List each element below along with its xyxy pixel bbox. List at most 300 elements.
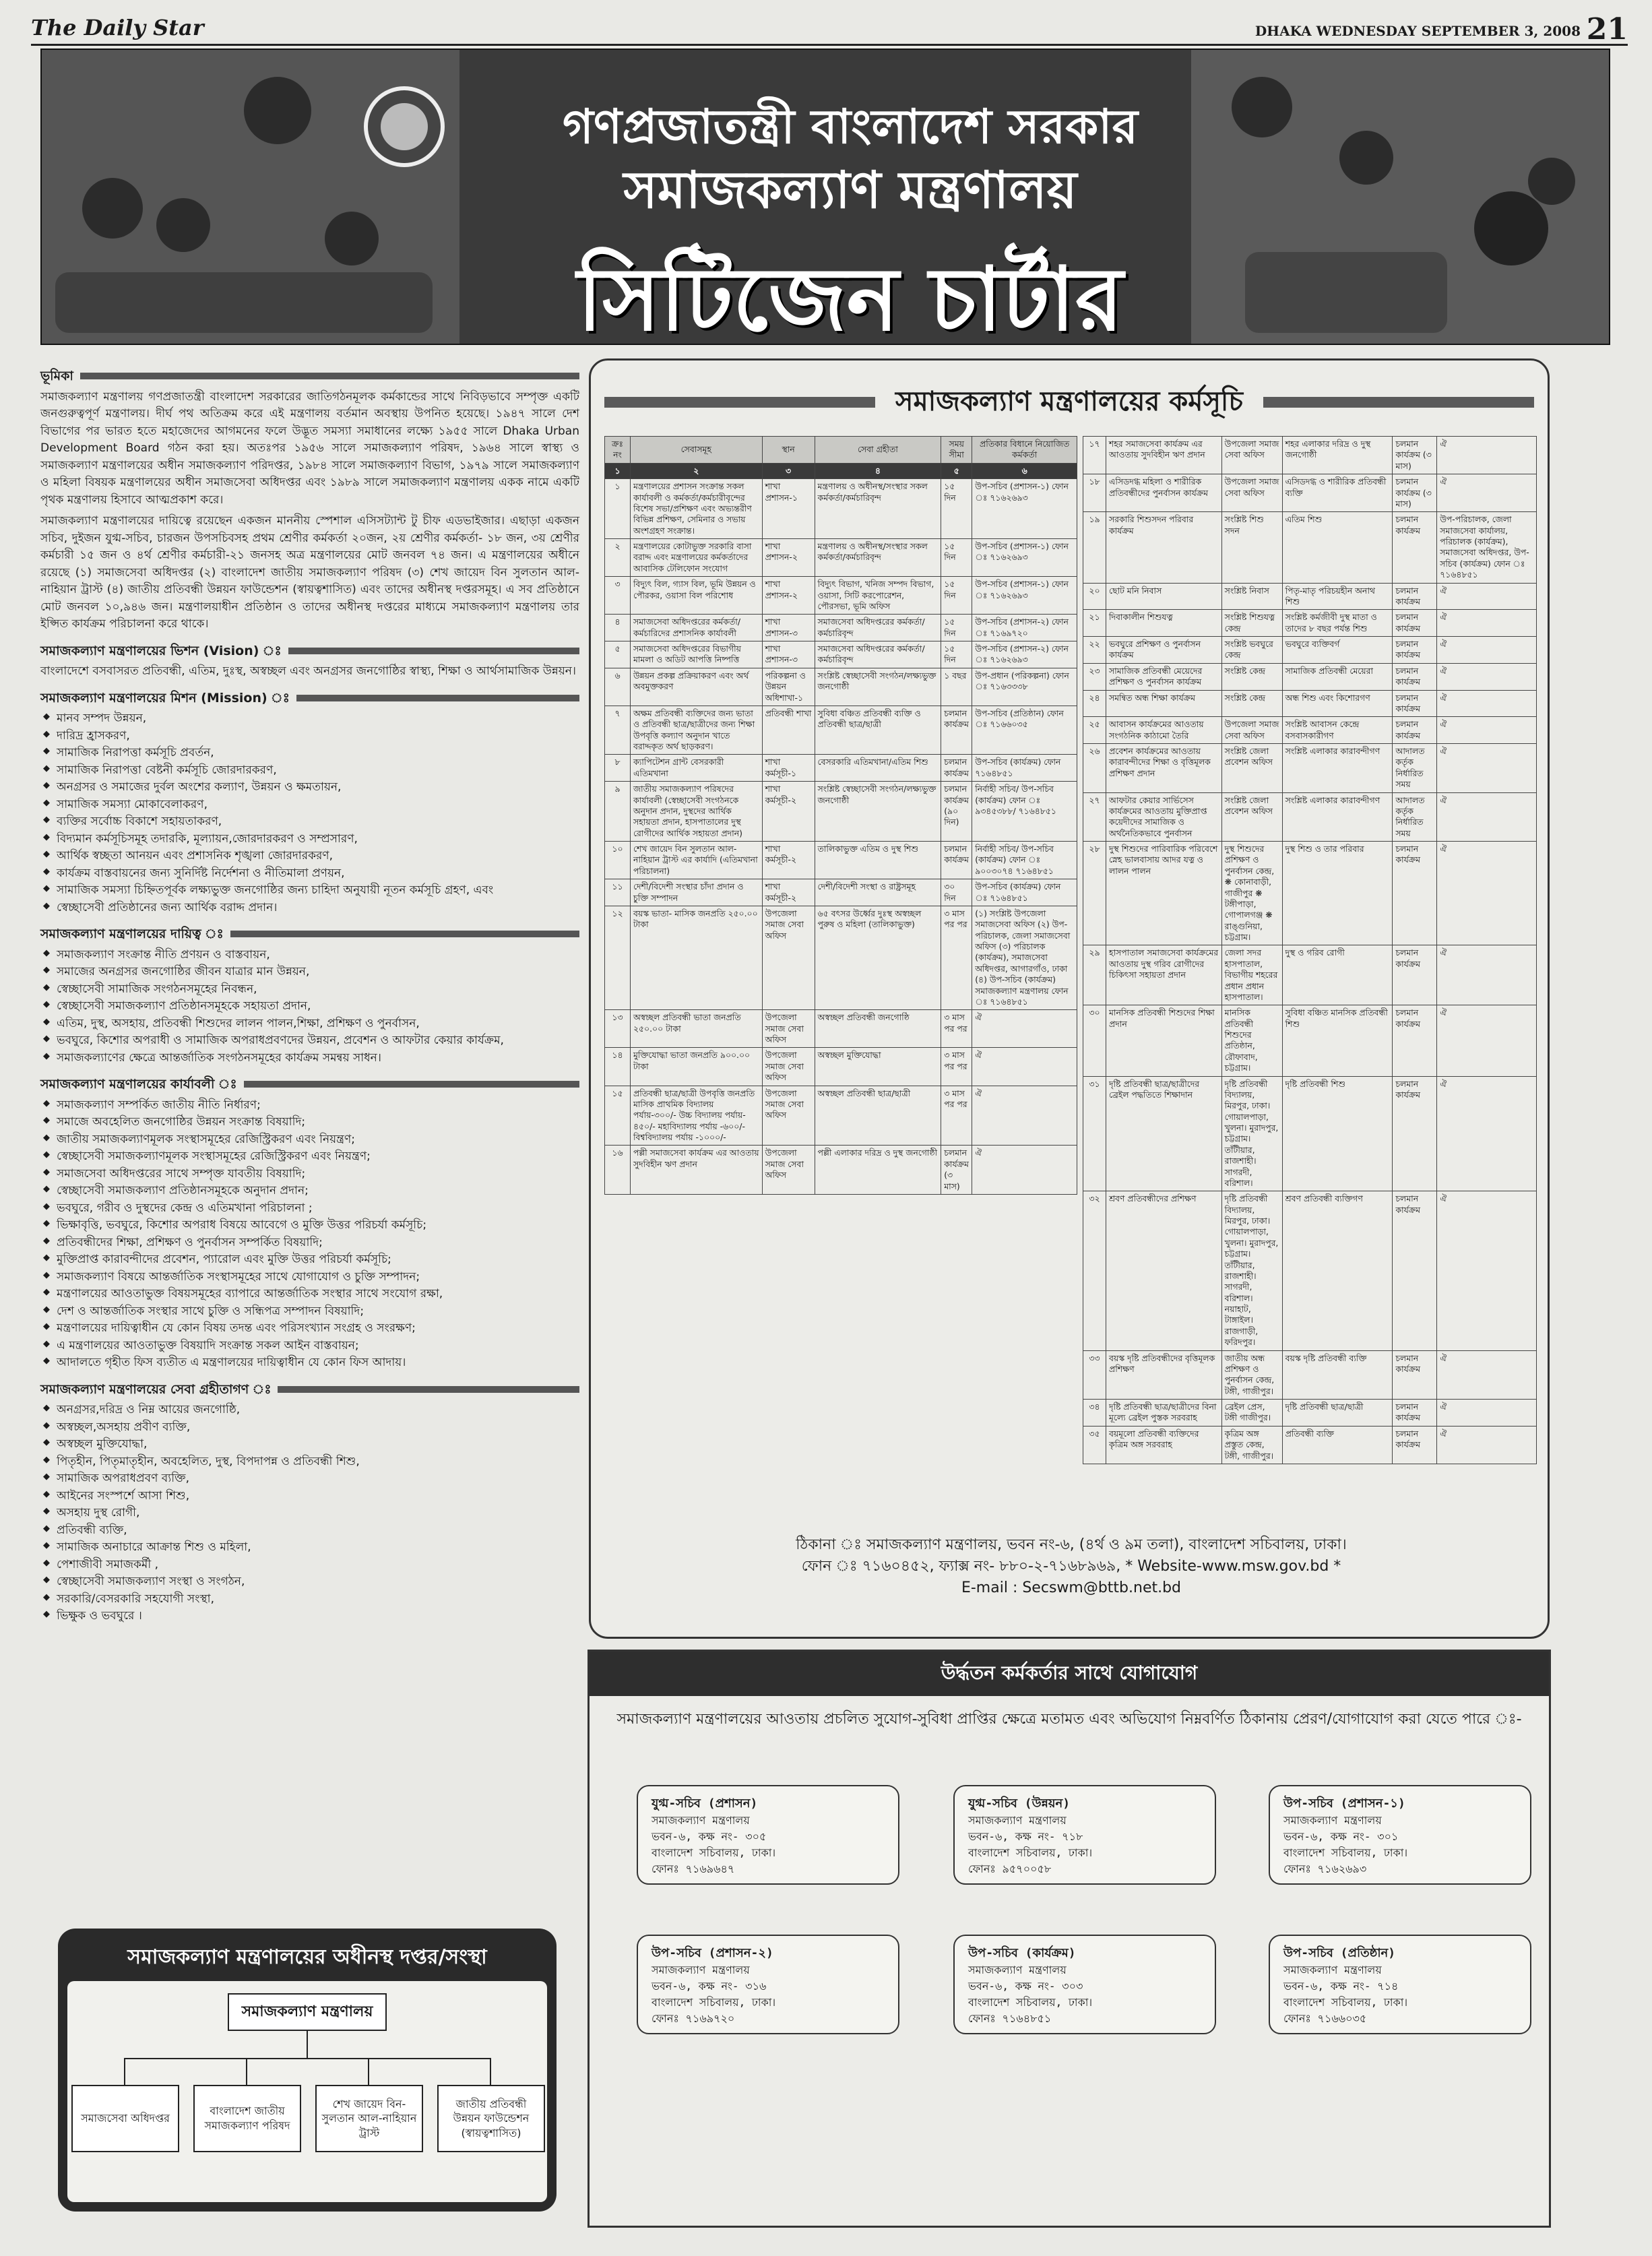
table-cell: মন্ত্রণালয় ও অধীনস্থ/সংস্থার সকল কর্মকর্তা/কর্মচারিবৃন্দ (815, 479, 941, 539)
list-item: ◆ সামাজিক সমস্যা চিহ্নিতপূর্বক লক্ষ্যভুক্ত জনগোষ্ঠির জন্য চাহিদা অনুযায়ী নূতন কর্মসূচি গ্রহণ, এবং (40, 882, 579, 900)
table-cell: ৪ (605, 615, 631, 641)
table-row (605, 755, 1077, 782)
table-cell: বিদ্যুৎ বিভাগ, খনিজ সম্পদ বিভাগ, ওয়াসা, সিটি করপোরেশন, পৌরসভা, ভূমি অফিস (815, 577, 941, 615)
org-child-box: বাংলাদেশ জাতীয় সমাজকল্যাণ পরিষদ (193, 2085, 301, 2152)
col-header: সেবা গ্রহীতা (815, 437, 941, 464)
contact-card-line: ফোনঃ ৭১৬৬০৩৫ (1283, 2012, 1367, 2025)
table-cell: উপজেলা সমাজ সেবা অফিস (1221, 717, 1282, 744)
table-cell: চলমান কার্যক্রম (941, 755, 972, 782)
table-cell: চলমান কার্যক্রম (1393, 512, 1437, 583)
table-cell: ২৪ (1083, 690, 1106, 717)
table-cell: ১৫ দিন (941, 615, 972, 641)
email-line: E-mail : Secswm@bttb.net.bd (961, 1579, 1182, 1596)
table-cell: ১৫ (605, 1086, 631, 1146)
contact-card-line: সমাজকল্যাণ মন্ত্রণালয় (968, 1814, 1067, 1827)
table-cell: অন্ধ শিশু এবং কিশোরগণ (1282, 690, 1393, 717)
table-row (1083, 792, 1537, 842)
table-cell: ঐ (1437, 945, 1537, 1005)
table-row (1083, 1076, 1537, 1191)
table-cell: জাতীয় সমাজকল্যাণ পরিষদের কার্যাবলী (স্বেচ্ছাসেবী সংগঠনকে অনুদান প্রদান, দুস্থদের আর্থিক সহায়তা প্রদান, হাসপাতালের দুস্থ রোগীদের আর্থিক সহায়তা প্রদান) (630, 782, 762, 842)
table-cell: চলমান কার্যক্রম (1393, 945, 1437, 1005)
address-line: ঠিকানা ঃ সমাজকল্যাণ মন্ত্রণালয়, ভবন নং-৬, (৪র্থ ও ৯ম তলা), বাংলাদেশ সচিবালয়, ঢাকা। (796, 1536, 1347, 1553)
list-item: ◆ ভিক্ষুক ও ভবঘুরে । (40, 1608, 579, 1625)
table-cell: পল্লী সমাজসেবা কার্যক্রম এর আওতায় সুদবিহীন ঋণ প্রদান (630, 1146, 762, 1195)
table-cell: ৩ মাস পর পর (941, 1086, 972, 1146)
table-row (605, 906, 1077, 1009)
table-cell: তালিকাভুক্ত এতিম ও দুস্থ শিশু (815, 842, 941, 879)
col-header: প্রতিকার বিধানে নিয়োজিত কর্মকর্তা (972, 437, 1077, 464)
table-cell: ঐ (972, 1086, 1077, 1146)
table-row (605, 842, 1077, 879)
contact-card-title: যুগ্ম-সচিব (প্রশাসন) (652, 1796, 758, 1811)
table-cell: হাসপাতাল সমাজসেবা কার্যক্রমের আওতায় দুস্থ গরিব রোগীদের চিকিৎসা সহায়তা প্রদান (1106, 945, 1221, 1005)
contact-card-line: বাংলাদেশ সচিবালয়, ঢাকা। (968, 1846, 1093, 1859)
table-cell: উপ-প্রধান (পরিকল্পনা) ফোন ঃ ৭১৬৩৩৩৮ (972, 668, 1077, 706)
contact-card (953, 1785, 1216, 1885)
table-row (605, 1010, 1077, 1048)
table-cell: সামাজিক প্রতিবন্ধী মেয়েদের প্রশিক্ষণ ও পুনর্বাসন কার্যক্রম (1106, 663, 1221, 690)
table-cell: শাখা প্রশাসন-৩ (762, 615, 815, 641)
table-cell: চলমান কার্যক্রম (1393, 1400, 1437, 1427)
phone-line: ফোন ঃ ৭১৬০৪৫২, ফ্যাক্স নং- ৮৮০-২-৭১৬৮৯৬৯, * Website-www.msw.gov.bd * (801, 1557, 1341, 1575)
list-item: ◆ সমাজকল্যাণের ক্ষেত্রে আন্তর্জাতিক সংগঠনসমূহের কার্যক্রম সমন্বয় সাধন। (40, 1050, 579, 1067)
table-cell: ১ (605, 479, 631, 539)
list-item: ◆ বিদ্যমান কর্মসূচিসমূহ তদারকি, মূল্যায়ন,জোরদারকরণ ও সম্প্রসারণ, (40, 831, 579, 848)
table-cell: সামাজিক প্রতিবন্ধী মেয়েরা (1282, 663, 1393, 690)
list-item: ◆ অনগ্রসর,দরিদ্র ও নিম্ন আয়ের জনগোষ্ঠি, (40, 1402, 579, 1419)
table-cell: মন্ত্রণালয়ের প্রশাসন সংক্রান্ত সকল কার্যাবলী ও কর্মকর্তা/কর্মচারীবৃন্দের বিশেষ সভা/প্রশিক্ষণ এবং অভ্যন্তরীণ বিভিন্ন প্রশিক্ষণ, সেমিনার ও সভায় অংশগ্রহণ সংক্রান্ত। (630, 479, 762, 539)
table-cell: ১ বছর (941, 668, 972, 706)
table-cell: পরিকল্পনা ও উন্নয়ন অধিশাখা-১ (762, 668, 815, 706)
table-cell: ২৯ (1083, 945, 1106, 1005)
intro-paragraph: সমাজকল্যাণ মন্ত্রণালয় গণপ্রজাতন্ত্রী বাংলাদেশ সরকারের জাতিগঠনমূলক কর্মকান্ডের সাথে নিবিড়ভাবে সম্পৃক্ত একটি জনগুরুত্বপূর্ণ মন্ত্রণালয়। দীর্ঘ পথ অতিক্রম করে এই মন্ত্রণালয় বর্তমান অবস্থায় উপনিত হয়েছে। ১৯৪৭ সালে দেশ বিভাগের পর ভারত হতে মহাজেদের আগমনের ফলে উদ্ভূত সমস্যা সমাধানের লক্ষ্যে ১৯৫৫ সালে Dhaka Urban Development Board গঠন করা হয়। অতঃপর ১৯৫৬ সালে সমাজকল্যাণ পরিষদ, ১৯৬৪ সালে স্বাস্থ্য ও সমাজকল্যাণ মন্ত্রণালয়ের অধীন সমাজকল্যাণ পরিদপ্তর, ১৯৮৪ সালে সমাজকল্যাণ বিভাগ, ১৯৭৯ সালে সমাজকল্যাণ ও মহিলা বিষয়ক মন্ত্রণালয়ের অধীন সমাজসেবা অধিদপ্তর এবং ১৯৮৯ সালে সমাজকল্যাণ মন্ত্রণালয় একক নামে একটি পৃথক মন্ত্রণালয় হিসাবে আত্মপ্রকাশ করে। (40, 389, 579, 507)
table-cell: অস্বচ্ছল মুক্তিযোদ্ধা (815, 1048, 941, 1086)
activities-list (40, 1097, 579, 1372)
list-item: ◆ সমাজসেবা অধিদপ্তরের সাথে সম্পৃক্ত যাবতীয় বিষয়াদি; (40, 1166, 579, 1183)
contact-card-line: সমাজকল্যাণ মন্ত্রণালয় (652, 1964, 750, 1976)
table-cell: শেখ জায়েদ বিন সুলতান আল-নাহিয়ান ট্রাস্ট এর কার্যাদি (এতিমখানা পরিচালনা) (630, 842, 762, 879)
list-item: ◆ দেশ ও আন্তর্জাতিক সংস্থার সাথে চুক্তি ও সন্ধিপত্র সম্পাদন বিষয়াদি; (40, 1303, 579, 1321)
contact-card-title: উপ-সচিব (প্রশাসন-২) (652, 1946, 773, 1960)
left-column (40, 358, 579, 1625)
table-row (605, 641, 1077, 668)
table-cell: ১৫ দিন (941, 577, 972, 615)
col-header: সময় সীমা (941, 437, 972, 464)
table-cell: ৩ মাস পর পর (941, 906, 972, 1009)
table-cell: উপ-সচিব (প্রশাসন-২) ফোন ঃ ৭১৬২৬৯৩ (972, 641, 1077, 668)
recipients-list (40, 1402, 579, 1625)
table-cell: ৩০ (1083, 1005, 1106, 1076)
col-header: ক্রঃ নং (605, 437, 631, 464)
table-cell: ১৬ (605, 1146, 631, 1195)
table-cell: উপ-সচিব (প্রতিষ্ঠান) ফোন ঃ ৭১৬৬০৩৫ (972, 706, 1077, 755)
table-cell: অক্ষম প্রতিবন্ধী ব্যক্তিদের জন্য ভাতা ও প্রতিবন্ধী ছাত্র/ছাত্রীদের জন্য শিক্ষা উপবৃত্তি কল্যাণ অনুদান খাতে বরাদ্দকৃত অর্থ ছাড়করণ। (630, 706, 762, 755)
list-item: ◆ ভবঘুরে, গরীব ও দুস্থদের কেন্দ্র ও এতিমখানা পরিচালনা ; (40, 1200, 579, 1218)
table-cell: ১১ (605, 879, 631, 906)
list-item: ◆ মুক্তিপ্রাপ্ত কারাবন্দীদের প্রবেশন, প্যারোল এবং মুক্তি উত্তর পরিচর্যা কর্মসূচি; (40, 1251, 579, 1269)
table-cell: ঐ (1437, 474, 1537, 512)
table-row (1083, 583, 1537, 610)
table-cell: ঐ (1437, 1005, 1537, 1076)
table-cell: শ্রবণ প্রতিবন্ধীদের প্রশিক্ষণ (1106, 1191, 1221, 1350)
table-cell: সংশ্লিষ্ট আবাসন কেন্দ্রে বসবাসকারীগণ (1282, 717, 1393, 744)
contact-card-line: ফোনঃ ৯৫৭০০৫৮ (968, 1862, 1052, 1875)
list-item: ◆ স্বেচ্ছাসেবী সমাজকল্যাণ প্রতিষ্ঠানসমূহকে অনুদান প্রদান; (40, 1183, 579, 1200)
duty-list (40, 947, 579, 1067)
table-cell: উপ-সচিব (প্রশাসন-১) ফোন ঃ ৭১৬২৬৯৩ (972, 539, 1077, 577)
table-cell: দুস্থ ও গরিব রোগী (1282, 945, 1393, 1005)
table-cell: দেশী/বিদেশী সংস্থা ও রাষ্ট্রসমূহ (815, 879, 941, 906)
table-cell: সংশ্লিষ্ট এলাকার কারাবন্দীগণ (1282, 792, 1393, 842)
table-cell: ১৭ (1083, 437, 1106, 474)
contact-card-line: সমাজকল্যাণ মন্ত্রণালয় (1283, 1814, 1382, 1827)
table-cell: সংশ্লিষ্ট কর্মজীবী দুস্থ মাতা ও তাদের ৮ বছর পর্যন্ত শিশু (1282, 610, 1393, 637)
table-cell: চলমান কার্যক্রম (1393, 690, 1437, 717)
table-cell: (১) সংশ্লিষ্ট উপজেলা সমাজসেবা অফিস (২) উপ-পরিচালক, জেলা সমাজসেবা অফিস (৩) পরিচালক (কার্যক্রম), সমাজসেবা অধিদপ্তর, আগারগাঁও, ঢাকা (৪) উপ-সচিব (কার্যক্রম) সমাজকল্যাণ মন্ত্রণালয় ফোন ঃ ৭১৬৪৮৫১ (972, 906, 1077, 1009)
vision-text: বাংলাদেশে বসবাসরত প্রতিবন্ধী, এতিম, দুঃস্থ, অস্বচ্ছল এবং অনগ্রসর জনগোষ্ঠির স্বাস্থ্য, শিক্ষা ও আর্থসামাজিক উন্নয়ন। (40, 664, 576, 678)
table-cell: ২৬ (1083, 744, 1106, 793)
table-cell: সমাজসেবা অধিদপ্তরের কর্মকর্তা/কর্মচারিবৃন্দ (815, 641, 941, 668)
list-item: ◆ স্বেচ্ছাসেবী সমাজকল্যাণ প্রতিষ্ঠানসমূহকে সহায়তা প্রদান, (40, 998, 579, 1015)
list-item: ◆ ভবঘুরে, কিশোর অপরাধী ও সামাজিক অপরাধপ্রবণদের উন্নয়ন, প্রবেশন ও আফটার কেয়ার কার্যক্রম, (40, 1032, 579, 1050)
table-cell: মন্ত্রণালয়ের কোটাভুক্ত সরকারি বাসা বরাদ্দ এবং মন্ত্রণালয়ের কর্মকর্তাদের আবাসিক টেলিফোন সংযোগ (630, 539, 762, 577)
table-cell: ঐ (1437, 637, 1537, 664)
table-cell: শাখা কর্মসূচী-২ (762, 842, 815, 879)
col-header: সেবাসমূহ (630, 437, 762, 464)
table-cell: এতিম শিশু (1282, 512, 1393, 583)
list-item: ◆ প্রতিবন্ধীদের শিক্ষা, প্রশিক্ষণ ও পুনর্বাসন সম্পর্কিত বিষয়াদি; (40, 1234, 579, 1252)
table-cell: সংশ্লিষ্ট কেন্দ্র (1221, 663, 1282, 690)
table-cell: ৭ (605, 706, 631, 755)
table-cell: ১২ (605, 906, 631, 1009)
ministry-title: সমাজকল্যাণ মন্ত্রণালয় (623, 160, 1077, 220)
table-cell: শহর সমাজসেবা কার্যক্রম এর আওতায় সুদবিহীন ঋণ প্রদান (1106, 437, 1221, 474)
table-row (1083, 744, 1537, 793)
table-cell: উপ-পরিচালক, জেলা সমাজসেবা কার্যালয়, পরিচালক (কার্যক্রম), সমাজসেবা অধিদপ্তর, উপ-সচিব (কার্যক্রম) ফোন ঃ ৭১৬৪৮৫১ (1437, 512, 1537, 583)
list-item: ◆ এতিম, দুস্থ, অসহায়, প্রতিবন্ধী শিশুদের লালন পালন,শিক্ষা, প্রশিক্ষণ ও পুনর্বাসন, (40, 1015, 579, 1033)
list-item: ◆ ভিক্ষাবৃত্তি, ভবঘুরে, কিশোর অপরাধ বিষয়ে আবেগে ও মুক্তি উত্তর পরিচর্যা কর্মসূচি; (40, 1217, 579, 1234)
table-row (1083, 1426, 1537, 1464)
table-cell: উপজেলা সমাজ সেবা অফিস (1221, 437, 1282, 474)
list-item: ◆ সামাজিক নিরাপত্তা বেষ্টনী কর্মসূচি জোরদারকরণ, (40, 762, 579, 780)
table-cell: সমাজসেবা অধিদপ্তরের কর্মকর্তা/কর্মচারিবৃন্দ (815, 615, 941, 641)
table-cell: নির্বাহী সচিব/ উপ-সচিব (কার্যক্রম) ফোন ঃ ৯৩৪৫৩৮৮/ ৭১৬৪৮৫১ (972, 782, 1077, 842)
table-cell: ৬ (605, 668, 631, 706)
dateline: DHAKA WEDNESDAY SEPTEMBER 3, 2008 (1254, 23, 1581, 39)
list-item: ◆ সরকারি/বেসরকারি সহযোগী সংস্থা, (40, 1591, 579, 1608)
table-cell: ঐ (1437, 610, 1537, 637)
org-child-box: জাতীয় প্রতিবন্ধী উন্নয়ন ফাউন্ডেশন (স্বায়ত্বশাসিত) (437, 2085, 545, 2152)
table-cell: ঐ (972, 1146, 1077, 1195)
list-item: ◆ অনগ্রসর ও সমাজের দুর্বল অংশের কল্যাণ, উন্নয়ন ও ক্ষমতায়ন, (40, 779, 579, 796)
table-cell: সুবিধা বঞ্চিত প্রতিবন্ধী ব্যক্তি ও প্রতিবন্ধী ছাত্র/ছাত্রী (815, 706, 941, 755)
table-row (605, 879, 1077, 906)
table-cell: আদালত কর্তৃক নির্ধারিত সময় (1393, 744, 1437, 793)
table-cell: সংশ্লিষ্ট শিশুযত্ন কেন্দ্র (1221, 610, 1282, 637)
contact-card-line: ফোনঃ ৭১৬৯৭২০ (652, 2012, 735, 2025)
table-cell: ঐ (1437, 1400, 1537, 1427)
table-cell: পল্লী এলাকার দরিদ্র ও দুস্থ জনগোষ্ঠী (815, 1146, 941, 1195)
table-cell: ২ (605, 539, 631, 577)
table-cell: ঐ (1437, 744, 1537, 793)
list-item: ◆ স্বেচ্ছাসেবী সামাজিক সংগঠনসমূহের নিবন্ধন, (40, 981, 579, 999)
ministry-contact (591, 1534, 1552, 1599)
table-cell: সংশ্লিষ্ট স্বেচ্ছাসেবী সংগঠন/লক্ষ্যভুক্ত জনগোষ্ঠী (815, 782, 941, 842)
table-cell: কৃত্রিম অঙ্গ প্রস্তুত কেন্দ্র, টঙ্গী, গাজীপুর। (1221, 1426, 1282, 1464)
org-chart-title: সমাজকল্যাণ মন্ত্রণালয়ের অধীনস্থ দপ্তর/সংস্থা (127, 1945, 487, 1969)
table-cell: উপ-সচিব (প্রশাসন-১) ফোন ঃ ৭১৬২৬৯৩ (972, 577, 1077, 615)
table-cell: দৃষ্টি প্রতিবন্ধী বিদ্যালয়, মিরপুর, ঢাকা। গোয়ালপাড়া, খুলনা। মুরাদপুর, চট্টগ্রাম। তাঁটীয়ার, রাজশাহী। সাগরদী, বরিশাল। নয়াহাট, টাঙ্গাইল। রাজগাড়ী, ফরিদপুর। (1221, 1191, 1282, 1350)
program-table-left: ক্রঃ নং সেবাসমূহ স্থান সেবা গ্রহীতা সময় সীমা প্রতিকার বিধানে নিয়োজিত কর্মকর্তা ১ ২ ৩ ৪ ৫ ৬ ১ মন্ত্রণালয়ের প্রশাসন সংক্রান্ত সকল কার্যাবলী ও কর্মকর্তা/কর্মচারীবৃন্দের বিশেষ সভা/প্রশিক্ষণ এবং অভ্যন্তরীণ বিভিন্ন প্রশিক্ষণ, সেমিনার ও সভায় অংশগ্রহণ সংক্রান্ত। শাখা প্রশাসন-১ মন্ত্রণালয় ও অধীনস্থ/সংস্থার সকল কর্মকর্তা/কর্মচারিবৃন্দ ১৫ দিন উপ-সচিব (প্রশাসন-১) ফোন ঃ ৭১৬২৬৯৩ ২ মন্ত্রণালয়ের কোটাভুক্ত সরকারি বাসা বরাদ্দ এবং মন্ত্রণালয়ের কর্মকর্তাদের আবাসিক টেলিফোন সংযোগ শাখা প্রশাসন-২ মন্ত্রণালয় ও অধীনস্থ/সংস্থার সকল কর্মকর্তা/কর্মচারিবৃন্দ ১৫ দিন উপ-সচিব (প্রশাসন-১) ফোন ঃ ৭১৬২৬৯৩ ৩ বিদ্যুৎ বিল, গ্যাস বিল, ভূমি উন্নয়ন ও পৌরকর, ওয়াসা বিল পরিশোধ শাখা প্রশাসন-২ বিদ্যুৎ বিভাগ, খনিজ সম্পদ বিভাগ, ওয়াসা, সিটি করপোরেশন, পৌরসভা, ভূমি অফিস ১৫ দিন উপ-সচিব (প্রশাসন-১) ফোন ঃ ৭১৬২৬৯৩ ৪ সমাজসেবা অধিদপ্তরের কর্মকর্তা/কর্মচারিদের প্রশাসনিক কার্যাবলী শাখা প্রশাসন-৩ সমাজসেবা অধিদপ্তরের কর্মকর্তা/কর্মচারিবৃন্দ ১৫ দিন উপ-সচিব (প্রশাসন-২) ফোন ঃ ৭১৬৯৭২০ ৫ সমাজসেবা অধিদপ্তরের বিভাগীয় মামলা ও অডিট আপত্তি নিষ্পত্তি শাখা প্রশাসন-৩ সমাজসেবা অধিদপ্তরের কর্মকর্তা/কর্মচারিবৃন্দ ১৫ দিন উপ-সচিব (প্রশাসন-২) ফোন ঃ ৭১৬২৬৯৩ ৬ উন্নয়ন প্রকল্প প্রক্রিয়াকরণ এবং অর্থ অবমুক্তকরণ পরিকল্পনা ও উন্নয়ন অধিশাখা-১ সংশ্লিষ্ট স্বেচ্ছাসেবী সংগঠন/লক্ষ্যভুক্ত জনগোষ্ঠী ১ বছর উপ-প্রধান (পরিকল্পনা) ফোন ঃ ৭১৬৩৩৩৮ ৭ অক্ষম প্রতিবন্ধী ব্যক্তিদের জন্য ভাতা ও প্রতিবন্ধী ছাত্র/ছাত্রীদের জন্য শিক্ষা উপবৃত্তি কল্যাণ অনুদান খাতে বরাদ্দকৃত অর্থ ছাড়করণ। প্রতিবন্ধী শাখা সুবিধা বঞ্চিত প্রতিবন্ধী ব্যক্তি ও প্রতিবন্ধী ছাত্র/ছাত্রী চলমান কার্যক্রম উপ-সচিব (প্রতিষ্ঠান) ফোন ঃ ৭১৬৬০৩৫ ৮ ক্যাপিটেশন গ্রান্ট বেসরকারী এতিমখানা শাখা কর্মসূচী-১ বেসরকারি এতিমখানা/এতিম শিশু চলমান কার্যক্রম উপ-সচিব (কার্যক্রম) ফোন ৭১৬৪৮৫১ ৯ জাতীয় সমাজকল্যাণ পরিষদের কার্যাবলী (স্বেচ্ছাসেবী সংগঠনকে অনুদান প্রদান, দুস্থদের আর্থিক সহায়তা প্রদান, হাসপাতালের দুস্থ রোগীদের আর্থিক সহায়তা প্রদান) শাখা কর্মসূচী-২ সংশ্লিষ্ট স্বেচ্ছাসেবী সংগঠন/লক্ষ্যভুক্ত জনগোষ্ঠী চলমান কার্যক্রম (৯০ দিন) নির্বাহী সচিব/ উপ-সচিব (কার্যক্রম) ফোন ঃ ৯৩৪৫৩৮৮/ ৭১৬৪৮৫১ ১০ শেখ জায়েদ বিন সুলতান আল-নাহিয়ান ট্রাস্ট এর কার্যাদি (এতিমখানা পরিচালনা) শাখা কর্মসূচী-২ তালিকাভুক্ত এতিম ও দুস্থ শিশু চলমান কার্যক্রম নির্বাহী সচিব/ উপ-সচিব (কার্যক্রম) ফোন ঃ ৯০০৩০৭৪ ৭১৬৪৮৫১ ১১ দেশী/বিদেশী সংস্থার চাঁদা প্রদান ও চুক্তি সম্পাদন শাখা কর্মসূচী-২ দেশী/বিদেশী সংস্থা ও রাষ্ট্রসমূহ ৩০ দিন উপ-সচিব (কার্যক্রম) ফোন ঃ ৭১৬৪৮৫১ ১২ বয়স্ক ভাতা- মাসিক জনপ্রতি ২৫০.০০ টাকা উপজেলা সমাজ সেবা অফিস ৬৫ বৎসর উর্ধ্বের দুঃস্থ অস্বচ্ছল পুরুষ ও মহিলা (তালিকাভুক্ত) ৩ মাস পর পর (১) সংশ্লিষ্ট উপজেলা সমাজসেবা অফিস (২) উপ-পরিচালক, জেলা সমাজসেবা অফিস (৩) পরিচালক (কার্যক্রম), সমাজসেবা অধিদপ্তর, আগারগাঁও, ঢাকা (৪) উপ-সচিব (কার্যক্রম) সমাজকল্যাণ মন্ত্রণালয় ফোন ঃ ৭১৬৪৮৫১ ১৩ অস্বচ্ছল প্রতিবন্ধী ভাতা জনপ্রতি ২৫০.০০ টাকা উপজেলা সমাজ সেবা অফিস অস্বচ্ছল প্রতিবন্ধী জনগোষ্ঠি ৩ মাস পর পর ঐ ১৪ মুক্তিযোদ্ধা ভাতা জনপ্রতি ৯০০.০০ টাকা উপজেলা সমাজ সেবা অফিস অস্বচ্ছল মুক্তিযোদ্ধা ৩ মাস পর পর ঐ ১৫ প্রতিবন্ধী ছাত্র/ছাত্রী উপবৃত্তি জনপ্রতি মাসিক প্রাথমিক বিদ্যালয় পর্যায়-৩০০/- উচ্চ বিদ্যালয় পর্যায়- ৪৫০/- মহাবিদ্যালয় পর্যায় -৬০০/- বিশ্ববিদ্যালয় পর্যায় -১০০০/- উপজেলা সমাজ সেবা অফিস অস্বচ্ছল প্রতিবন্ধী ছাত্র/ছাত্রী ৩ মাস পর পর ঐ ১৬ পল্লী সমাজসেবা কার্যক্রম এর আওতায় সুদবিহীন ঋণ প্রদান উপজেলা সমাজ সেবা অফিস পল্লী এলাকার দরিদ্র ও দুস্থ জনগোষ্ঠী চলমান কার্যক্রম (৩ মাস) ঐ (604, 436, 1077, 1195)
communication-intro: সমাজকল্যাণ মন্ত্রণালয়ের আওতায় প্রচলিত সুযোগ-সুবিধা প্রাপ্তির ক্ষেত্রে মতামত এবং অভিযোগ নিম্নবর্ণিত ঠিকানায় প্রেরণ/যোগাযোগ করা যেতে পারে ঃ- (616, 1711, 1522, 1728)
table-cell: শাখা কর্মসূচী-২ (762, 879, 815, 906)
table-cell: উপ-সচিব (কার্যক্রম) ফোন ঃ ৭১৬৪৮৫১ (972, 879, 1077, 906)
table-cell: মন্ত্রণালয় ও অধীনস্থ/সংস্থার সকল কর্মকর্তা/কর্মচারিবৃন্দ (815, 539, 941, 577)
table-cell: ঐ (1437, 1426, 1537, 1464)
table-cell: দুস্থ শিশু ও তার পরিবার (1282, 842, 1393, 945)
contact-card (637, 1785, 899, 1885)
table-cell: দিবাকালীন শিশুযত্ন (1106, 610, 1221, 637)
table-cell: ২৮ (1083, 842, 1106, 945)
mission-heading: সমাজকল্যাণ মন্ত্রণালয়ের মিশন (Mission) ঃ (40, 689, 579, 708)
table-cell: এসিডদগ্ধ মহিলা ও শারীরিক প্রতিবন্ধীদের পুনর্বাসন কার্যক্রম (1106, 474, 1221, 512)
table-cell: এসিডদগ্ধ ও শারীরিক প্রতিবন্ধী ব্যক্তি (1282, 474, 1393, 512)
program-panel (589, 358, 1550, 1639)
table-cell: ১৩ (605, 1010, 631, 1048)
contact-card-line: ফোনঃ ৭১৬২৬৯৩ (1283, 1862, 1367, 1875)
org-child-box: সমাজসেবা অধিদপ্তর (71, 2085, 179, 2152)
table-cell: ভবঘুরে প্রশিক্ষণ ও পুনর্বাসন কার্যক্রম (1106, 637, 1221, 664)
list-item: ◆ স্বেচ্ছাসেবী সমাজকল্যাণ সংস্থা ও সংগঠন, (40, 1573, 579, 1591)
col-header: স্থান (762, 437, 815, 464)
table-cell: ঐ (1437, 583, 1537, 610)
table-cell: উপ-সচিব (কার্যক্রম) ফোন ৭১৬৪৮৫১ (972, 755, 1077, 782)
table-cell: ৩৪ (1083, 1400, 1106, 1427)
table-cell: প্রতিবন্ধী ছাত্র/ছাত্রী উপবৃত্তি জনপ্রতি মাসিক প্রাথমিক বিদ্যালয় পর্যায়-৩০০/- উচ্চ বিদ্যালয় পর্যায়- ৪৫০/- মহাবিদ্যালয় পর্যায় -৬০০/- বিশ্ববিদ্যালয় পর্যায় -১০০০/- (630, 1086, 762, 1146)
table-cell: উপজেলা সমাজ সেবা অফিস (762, 1010, 815, 1048)
table-cell: ঐ (972, 1010, 1077, 1048)
table-cell: সমাজসেবা অধিদপ্তরের কর্মকর্তা/কর্মচারিদের প্রশাসনিক কার্যাবলী (630, 615, 762, 641)
communication-title: উর্দ্ধতন কর্মকর্তার সাথে যোগাযোগ (590, 1652, 1549, 1696)
list-item: ◆ ব্যক্তির সর্বোচ্চ বিকাশে সহায়তাকরণ, (40, 813, 579, 831)
list-item: ◆ সমাজকল্যাণ সংক্রান্ত নীতি প্রণয়ন ও বাস্তবায়ন, (40, 947, 579, 964)
contact-card-line: সমাজকল্যাণ মন্ত্রণালয় (968, 1964, 1067, 1976)
contact-card-line: বাংলাদেশ সচিবালয়, ঢাকা। (652, 1846, 776, 1859)
contact-card-line: বাংলাদেশ সচিবালয়, ঢাকা। (968, 1996, 1093, 2009)
contact-card-line: বাংলাদেশ সচিবালয়, ঢাকা। (652, 1996, 776, 2009)
list-item: ◆ পেশাজীবী সমাজকর্মী , (40, 1557, 579, 1574)
table-cell: আবাসন কার্যক্রমের আওতায় সংগঠনিক কাঠামো তৈরি (1106, 717, 1221, 744)
table-row (1083, 1350, 1537, 1400)
contact-card-line: বাংলাদেশ সচিবালয়, ঢাকা। (1283, 1996, 1408, 2009)
table-cell: সমন্বিত অন্ধ শিক্ষা কার্যক্রম (1106, 690, 1221, 717)
table-cell: সংশ্লিষ্ট জেলা প্রবেশন অফিস (1221, 744, 1282, 793)
contact-card-line: ভবন-৬, কক্ষ নং- ৩১৬ (652, 1980, 767, 1993)
org-chart (58, 1929, 557, 2212)
citizen-charter-title: সিটিজেন চার্টার (577, 248, 1124, 345)
table-cell: শাখা প্রশাসন-৩ (762, 641, 815, 668)
table-cell: বয়স্ক দৃষ্টি প্রতিবন্ধী ব্যক্তি (1282, 1350, 1393, 1400)
table-row (605, 1086, 1077, 1146)
table-cell: ঐ (1437, 842, 1537, 945)
contact-card-line: সমাজকল্যাণ মন্ত্রণালয় (652, 1814, 750, 1827)
contact-card-line: ভবন-৬, কক্ষ নং- ৭১৪ (1283, 1980, 1399, 1993)
table-row (1083, 1191, 1537, 1350)
list-item: ◆ স্বেচ্ছাসেবী প্রতিষ্ঠানের জন্য আর্থিক বরাদ্দ প্রদান। (40, 900, 579, 917)
list-item: ◆ মানব সম্পদ উন্নয়ন, (40, 710, 579, 728)
table-cell: সংশ্লিষ্ট স্বেচ্ছাসেবী সংগঠন/লক্ষ্যভুক্ত জনগোষ্ঠী (815, 668, 941, 706)
contact-card (1269, 1785, 1531, 1885)
table-cell: উপজেলা সমাজ সেবা অফিস (762, 1146, 815, 1195)
table-cell: ৩৫ (1083, 1426, 1106, 1464)
table-cell: দৃষ্টি প্রতিবন্ধী ছাত্র/ছাত্রী (1282, 1400, 1393, 1427)
table-cell: নির্বাহী সচিব/ উপ-সচিব (কার্যক্রম) ফোন ঃ ৯০০৩০৭৪ ৭১৬৪৮৫১ (972, 842, 1077, 879)
table-cell: চলমান কার্যক্রম (৩ মাস) (1393, 437, 1437, 474)
list-item: ◆ সমাজকল্যাণ বিষয়ে আন্তর্জাতিক সংস্থাসমূহের সাথে যোগাযোগ ও চুক্তি সম্পাদন; (40, 1269, 579, 1286)
activities-heading: সমাজকল্যাণ মন্ত্রণালয়ের কার্যাবলী ঃ (40, 1075, 579, 1094)
list-item: ◆ সামাজিক সমস্যা মোকাবেলাকরণ, (40, 796, 579, 814)
table-cell: ২১ (1083, 610, 1106, 637)
list-item: ◆ সামাজিক অপরাধপ্রবণ ব্যক্তি, (40, 1470, 579, 1488)
table-cell: মুক্তিযোদ্ধা ভাতা জনপ্রতি ৯০০.০০ টাকা (630, 1048, 762, 1086)
table-row (1083, 512, 1537, 583)
table-cell: সংশ্লিষ্ট ভবঘুরে কেন্দ্র (1221, 637, 1282, 664)
table-row (605, 615, 1077, 641)
table-cell: ছোট মনি নিবাস (1106, 583, 1221, 610)
table-cell: চলমান কার্যক্রম (1393, 1191, 1437, 1350)
table-cell: শাখা কর্মসূচী-২ (762, 782, 815, 842)
table-cell: সুবিধা বঞ্চিত মানসিক প্রতিবন্ধী শিশু (1282, 1005, 1393, 1076)
table-cell: ১৮ (1083, 474, 1106, 512)
table-cell: সংশ্লিষ্ট শিশু সদন (1221, 512, 1282, 583)
table-cell: বয়মূলো প্রতিবন্ধী ব্যক্তিদের কৃত্রিম অঙ্গ সরবরাহ (1106, 1426, 1221, 1464)
table-cell: দৃষ্টি প্রতিবন্ধী ছাত্র/ছাত্রীদের ব্রেইল পদ্ধতিতে শিক্ষাদান (1106, 1076, 1221, 1191)
table-cell: ৩ মাস পর পর (941, 1010, 972, 1048)
mission-list (40, 710, 579, 916)
list-item: ◆ সামাজিক নিরাপত্তা কর্মসূচি প্রবর্তন, (40, 745, 579, 762)
table-cell: অস্বচ্ছল প্রতিবন্ধী জনগোষ্ঠি (815, 1010, 941, 1048)
table-cell: ৫ (605, 641, 631, 668)
table-cell: চলমান কার্যক্রম (৯০ দিন) (941, 782, 972, 842)
recipients-heading: সমাজকল্যাণ মন্ত্রণালয়ের সেবা গ্রহীতাগণ ঃ (40, 1380, 579, 1400)
table-cell: শাখা কর্মসূচী-১ (762, 755, 815, 782)
table-cell: ২০ (1083, 583, 1106, 610)
list-item: ◆ জাতীয় সমাজকল্যাণমূলক সংস্থাসমূহের রেজিস্ট্রিকরণ এবং নিয়ন্ত্রণ; (40, 1131, 579, 1149)
table-cell: ৮ (605, 755, 631, 782)
contact-card-title: উপ-সচিব (প্রশাসন-১) (1283, 1796, 1405, 1811)
list-item: ◆ সমাজের অনগ্রসর জনগোষ্ঠির জীবন যাত্রার মান উন্নয়ন, (40, 964, 579, 981)
table-cell: চলমান কার্যক্রম (1393, 610, 1437, 637)
contact-card-line: ভবন-৬, কক্ষ নং- ৭১৮ (968, 1830, 1083, 1843)
table-cell: সংশ্লিষ্ট এলাকার কারাবন্দীগণ (1282, 744, 1393, 793)
table-cell: ঐ (1437, 1191, 1537, 1350)
table-cell: অস্বচ্ছল প্রতিবন্ধী ভাতা জনপ্রতি ২৫০.০০ টাকা (630, 1010, 762, 1048)
list-item: ◆ আদালতে গৃহীত ফিস ব্যতীত এ মন্ত্রণালয়ের দায়িত্বাধীন যে কোন ফিস আদায়। (40, 1354, 579, 1372)
table-cell: সমাজসেবা অধিদপ্তরের বিভাগীয় মামলা ও অডিট আপত্তি নিষ্পত্তি (630, 641, 762, 668)
list-item: ◆ এ মন্ত্রণালয়ের আওতাভুক্ত বিষয়াদি সংক্রান্ত সকল আইন বাস্তবায়ন; (40, 1338, 579, 1355)
table-cell: বয়স্ক দৃষ্টি প্রতিবন্ধীদের বৃত্তিমূলক প্রশিক্ষণ (1106, 1350, 1221, 1400)
table-cell: ভবঘুরে ব্যক্তিবর্গ (1282, 637, 1393, 664)
table-cell: ২২ (1083, 637, 1106, 664)
table-cell: প্রবেশন কার্যক্রমের আওতায় কারাবন্দীদের শিক্ষা ও বৃত্তিমূলক প্রশিক্ষণ প্রদান (1106, 744, 1221, 793)
table-cell: ১৪ (605, 1048, 631, 1086)
table-cell: ৩১ (1083, 1076, 1106, 1191)
table-row (1083, 842, 1537, 945)
communication-panel (587, 1650, 1551, 2228)
list-item: ◆ অসহায় দুস্থ রোগী, (40, 1505, 579, 1522)
table-cell: ঐ (1437, 792, 1537, 842)
table-cell: দৃষ্টি প্রতিবন্ধী ছাত্র/ছাত্রীদের বিনা মূল্যে ব্রেইল পুস্তক সরবরাহ (1106, 1400, 1221, 1427)
contact-card-line: ভবন-৬, কক্ষ নং- ৩০১ (1283, 1830, 1399, 1843)
table-cell: চলমান কার্যক্রম (৩ মাস) (941, 1146, 972, 1195)
list-item: ◆ প্রতিবন্ধী ব্যক্তি, (40, 1522, 579, 1540)
list-item: ◆ আর্থিক স্বচ্ছতা আনয়ন এবং প্রশাসনিক শৃঙ্খলা জোরদারকরণ, (40, 848, 579, 865)
table-cell: উন্নয়ন প্রকল্প প্রক্রিয়াকরণ এবং অর্থ অবমুক্তকরণ (630, 668, 762, 706)
table-cell: চলমান কার্যক্রম (941, 842, 972, 879)
list-item: ◆ আইনের সংস্পর্শে আসা শিশু, (40, 1488, 579, 1505)
table-cell: চলমান কার্যক্রম (941, 706, 972, 755)
table-cell: দৃষ্টি প্রতিবন্ধী বিদ্যালয়, মিরপুর, ঢাকা। গোয়ালপাড়া, খুলনা। মুরাদপুর, চট্টগ্রাম। তাঁটীয়ার, রাজশাহী। সাগরদী, বরিশাল। (1221, 1076, 1282, 1191)
table-cell: পিতৃ-মাতৃ পরিচয়হীন অনাথ শিশু (1282, 583, 1393, 610)
table-row (1083, 690, 1537, 717)
page-number: 21 (1586, 12, 1628, 46)
table-row (605, 782, 1077, 842)
program-table-right (1083, 436, 1537, 1464)
program-title: সমাজকল্যাণ মন্ত্রণালয়ের কর্মসূচি (604, 385, 1534, 420)
table-cell: চলমান কার্যক্রম (৩ মাস) (1393, 474, 1437, 512)
newspaper-name: The Daily Star (31, 15, 204, 40)
table-row (605, 539, 1077, 577)
table-cell: ১৫ দিন (941, 641, 972, 668)
table-cell: চলমান কার্যক্রম (1393, 663, 1437, 690)
table-cell: চলমান কার্যক্রম (1393, 1350, 1437, 1400)
contact-card-line: ফোনঃ ৭১৬৪৮৫১ (968, 2012, 1052, 2025)
table-cell: উপ-সচিব (প্রশাসন-২) ফোন ঃ ৭১৬৯৭২০ (972, 615, 1077, 641)
table-row (1083, 610, 1537, 637)
table-cell: ঐ (1437, 690, 1537, 717)
table-row (605, 479, 1077, 539)
table-cell: ৯ (605, 782, 631, 842)
table-row (1083, 717, 1537, 744)
contact-card-line: ভবন-৬, কক্ষ নং- ৩০৩ (968, 1980, 1083, 1993)
table-cell: প্রতিবন্ধী ব্যক্তি (1282, 1426, 1393, 1464)
table-cell: ১৫ দিন (941, 479, 972, 539)
contact-card-title: উপ-সচিব (প্রতিষ্ঠান) (1283, 1946, 1396, 1960)
table-cell: উপজেলা সমাজ সেবা অফিস (762, 1086, 815, 1146)
table-cell: ১৫ দিন (941, 539, 972, 577)
table-cell: দৃষ্টি প্রতিবন্ধী শিশু (1282, 1076, 1393, 1191)
table-cell: ঐ (972, 1048, 1077, 1086)
table-cell: উপ-সচিব (প্রশাসন-১) ফোন ঃ ৭১৬২৬৯৩ (972, 479, 1077, 539)
table-row (605, 577, 1077, 615)
table-cell: ২৫ (1083, 717, 1106, 744)
table-row (1083, 1005, 1537, 1076)
table-row (1083, 945, 1537, 1005)
table-row (1083, 663, 1537, 690)
table-cell: শাখা প্রশাসন-২ (762, 577, 815, 615)
table-row (1083, 474, 1537, 512)
contact-card-line: সমাজকল্যাণ মন্ত্রণালয় (1283, 1964, 1382, 1976)
contact-card-line: বাংলাদেশ সচিবালয়, ঢাকা। (1283, 1846, 1408, 1859)
table-cell: ৩২ (1083, 1191, 1106, 1350)
table-cell: ৩ (605, 577, 631, 615)
header-banner (40, 49, 1610, 345)
table-cell: চলমান কার্যক্রম (1393, 717, 1437, 744)
table-cell: ৩৩ (1083, 1350, 1106, 1400)
table-cell: ২৭ (1083, 792, 1106, 842)
list-item: ◆ পিতৃহীন, পিতৃমাতৃহীন, অবহেলিত, দুস্থ, বিপদাপন্ন ও প্রতিবন্ধী শিশু, (40, 1453, 579, 1471)
table-cell: সংশ্লিষ্ট নিবাস (1221, 583, 1282, 610)
